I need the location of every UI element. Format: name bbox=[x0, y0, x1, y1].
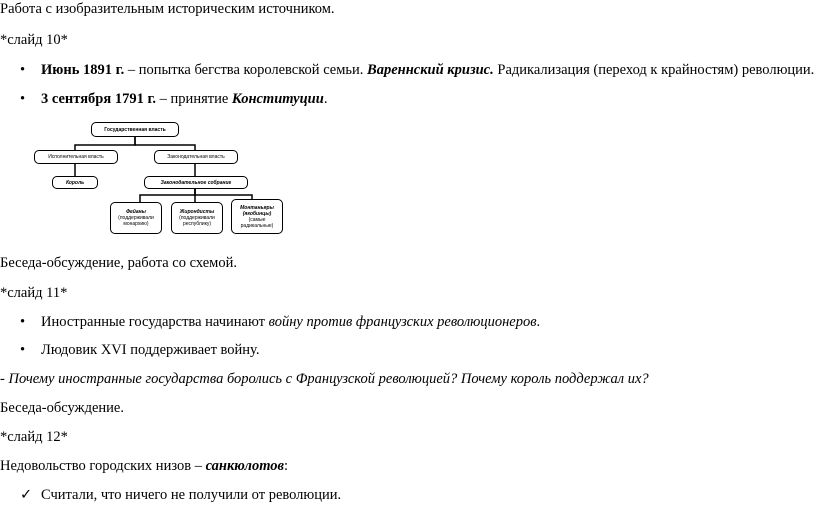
slide11-bullet-2 bbox=[20, 342, 259, 359]
date: Июнь 1891 г. bbox=[41, 62, 125, 78]
label: Государственная власть bbox=[104, 126, 166, 133]
slide10-label: *слайд 10* bbox=[0, 32, 68, 48]
slide10-bullet-2 bbox=[20, 91, 327, 108]
state-power-box bbox=[91, 122, 179, 137]
date: 3 сентября 1791 г. bbox=[41, 91, 157, 107]
king-box bbox=[52, 176, 98, 189]
text: Людовик XVI поддерживает войну. bbox=[41, 342, 260, 358]
term: санкюлотов bbox=[205, 458, 285, 474]
term: Вареннский кризис. bbox=[367, 62, 494, 78]
text: Иностранные государства начинают bbox=[41, 314, 269, 330]
italic-text: войну против французских революционеров bbox=[268, 314, 537, 330]
text: – принятие bbox=[156, 91, 232, 107]
check-icon: ✓ bbox=[20, 487, 33, 503]
note: (поддерживали монархию) bbox=[118, 215, 154, 227]
power-structure-diagram bbox=[30, 115, 300, 240]
bullet-icon: • bbox=[20, 342, 26, 358]
feuillants-box bbox=[110, 202, 162, 234]
slide10-bullet-1 bbox=[20, 62, 814, 79]
slide11-question bbox=[0, 371, 649, 388]
dash: - bbox=[0, 371, 9, 387]
text: . bbox=[323, 91, 328, 107]
label: Король bbox=[65, 179, 85, 186]
term: Конституции bbox=[231, 91, 324, 107]
bullet-icon: • bbox=[20, 62, 26, 78]
question-text: Почему иностранные государства боролись с Французской революцией? Почему король поддержал их? bbox=[8, 371, 649, 387]
slide12-check-item bbox=[20, 487, 341, 504]
bullet-icon: • bbox=[20, 91, 26, 107]
page-title: Работа с изобразительным историческим источником. bbox=[0, 1, 335, 17]
text: – попытка бегства королевской семьи. bbox=[124, 62, 368, 78]
name: Фейаны bbox=[126, 209, 146, 215]
girondins-box bbox=[171, 202, 223, 234]
label: Законодательное собрание bbox=[160, 179, 232, 186]
bullet-icon: • bbox=[20, 314, 26, 330]
slide12-label: *слайд 12* bbox=[0, 429, 68, 445]
assembly-box bbox=[144, 176, 248, 189]
text: Недовольство городских низов – bbox=[0, 458, 206, 474]
text: Радикализация (переход к крайностям) революции. bbox=[493, 62, 815, 78]
text: : bbox=[284, 458, 289, 474]
legislative-box bbox=[154, 150, 238, 164]
name: Монтаньяры (якобинцы) bbox=[240, 204, 274, 217]
label: Законодательная власть bbox=[167, 154, 225, 160]
note: (самые радикальные) bbox=[240, 216, 274, 229]
discussion-2: Беседа-обсуждение. bbox=[0, 400, 124, 416]
slide11-bullet-1 bbox=[20, 314, 540, 331]
label: Исполнительная власть bbox=[48, 154, 104, 160]
slide11-label: *слайд 11* bbox=[0, 285, 68, 301]
slide12-line bbox=[0, 458, 288, 475]
note: (поддерживали республику) bbox=[179, 215, 215, 227]
executive-box bbox=[34, 150, 118, 164]
text: . bbox=[536, 314, 541, 330]
name: Жирондисты bbox=[179, 209, 215, 215]
text: Считали, что ничего не получили от революции. bbox=[41, 487, 342, 503]
montagnards-box bbox=[231, 199, 283, 234]
discussion-1: Беседа-обсуждение, работа со схемой. bbox=[0, 255, 237, 271]
